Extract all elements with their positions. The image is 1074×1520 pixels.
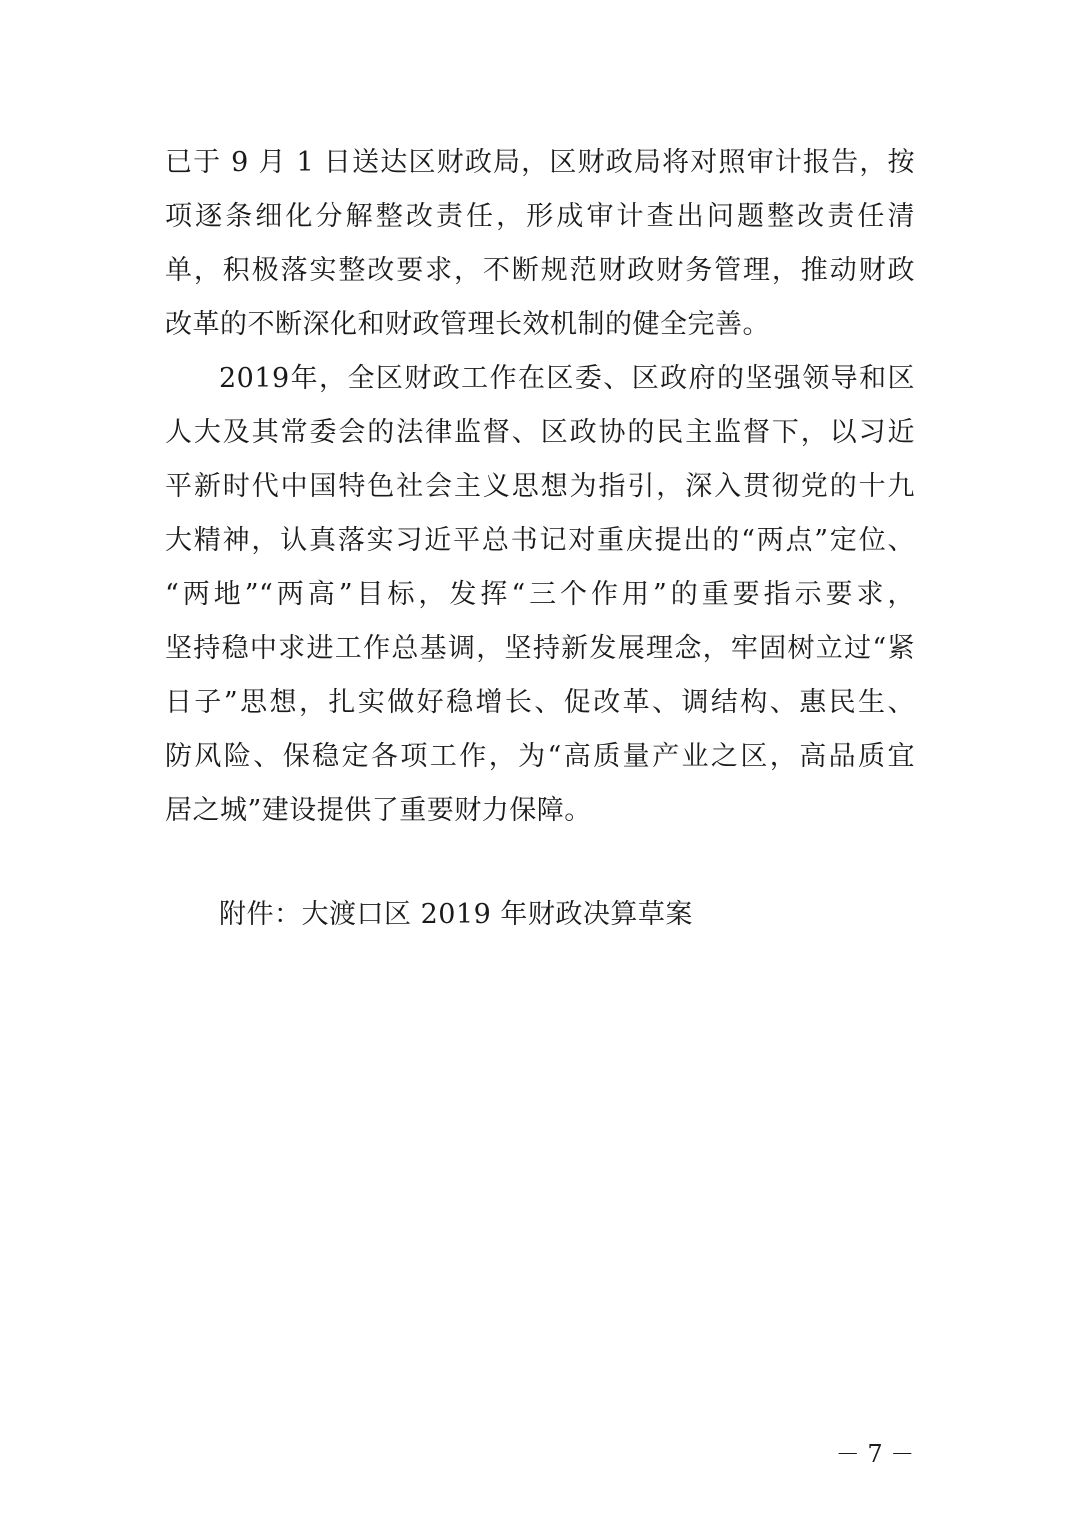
paragraph-line: 平新时代中国特色社会主义思想为指引，深入贯彻党的十九 — [165, 471, 915, 502]
paragraph-line: 居之城”建设提供了重要财力保障。 — [165, 795, 592, 826]
page-number: － 7 － — [835, 1440, 915, 1468]
paragraph-line: 大精神，认真落实习近平总书记对重庆提出的“两点”定位、 — [165, 525, 915, 556]
paragraph-line: 日子”思想，扎实做好稳增长、促改革、调结构、惠民生、 — [165, 687, 915, 718]
paragraph-line: 坚持稳中求进工作总基调，坚持新发展理念，牢固树立过“紧 — [165, 633, 915, 664]
attachment-note: 附件：大渡口区 2019 年财政决算草案 — [219, 899, 693, 930]
paragraph-audit-rectification — [165, 136, 915, 352]
paragraph-line: 2019年，全区财政工作在区委、区政府的坚强领导和区 — [219, 363, 915, 394]
paragraph-line: 人大及其常委会的法律监督、区政协的民主监督下，以习近 — [165, 417, 915, 448]
paragraph-line: 已于 9 月 1 日送达区财政局，区财政局将对照审计报告，按 — [165, 147, 915, 178]
paragraph-line: “两地”“两高”目标，发挥“三个作用”的重要指示要求， — [165, 579, 915, 610]
paragraph-line: 项逐条细化分解整改责任，形成审计查出问题整改责任清 — [165, 201, 915, 232]
paragraph-line: 单，积极落实整改要求，不断规范财政财务管理，推动财政 — [165, 255, 915, 286]
paragraph-line: 防风险、保稳定各项工作，为“高质量产业之区，高品质宜 — [165, 741, 915, 772]
paragraph-line: 改革的不断深化和财政管理长效机制的健全完善。 — [165, 309, 770, 340]
paragraph-2019-fiscal-work — [165, 352, 915, 838]
